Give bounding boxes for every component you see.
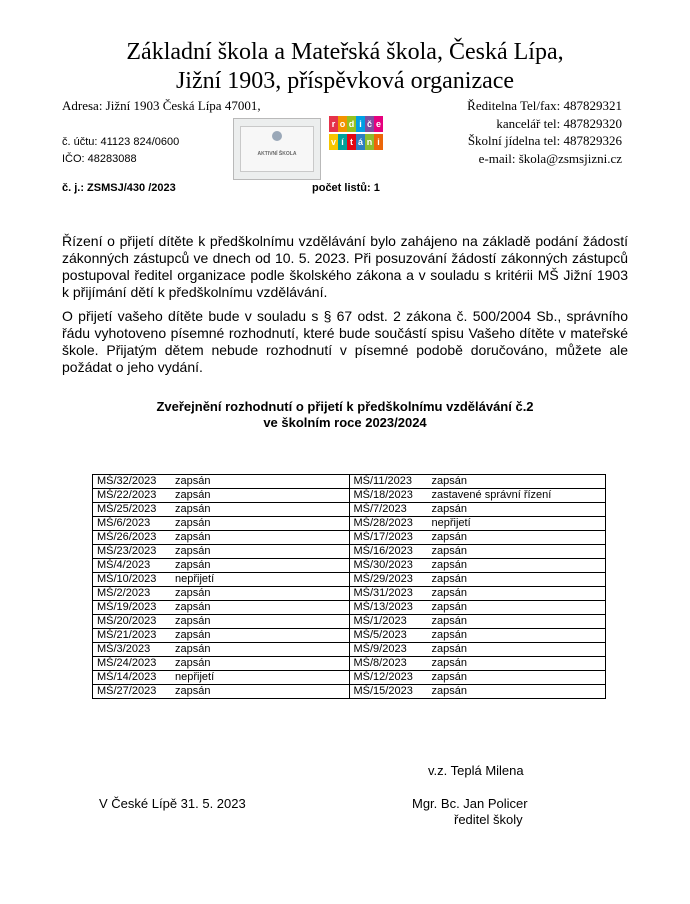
case-number: MŠ/31/2023: [353, 587, 413, 599]
table-cell: [349, 545, 606, 559]
logo-letter-tile: r: [329, 116, 338, 132]
case-number: MŠ/1/2023: [353, 615, 407, 627]
table-cell: [349, 587, 606, 601]
decisions-table: [92, 474, 606, 699]
case-status: zapsán: [431, 643, 467, 655]
contact-email: e-mail: škola@zsmsjizni.cz: [478, 151, 622, 166]
table-cell: [93, 657, 350, 671]
table-row: [93, 559, 606, 573]
case-status: zapsán: [431, 601, 467, 613]
table-row: [93, 629, 606, 643]
case-number: MŠ/11/2023: [353, 475, 413, 487]
table-row: [93, 671, 606, 685]
case-status: nepřijetí: [431, 517, 471, 529]
case-number: MŠ/23/2023: [97, 545, 157, 557]
table-cell: [93, 489, 350, 503]
intro-paragraph: Řízení o přijetí dítěte k předškolnímu vzdělávání bylo zahájeno na základě podání žádostí zákonných zástupců ve dnech od 10. 5. 2023. Při posuzování žádostí zákonných zástupců postupoval ředitel organizace podle školského zákona a v souladu s kritérii MŠ Jižní 1903 k přijímání dětí k předškolnímu vzdělávání.: [62, 233, 628, 300]
case-status: zapsán: [175, 587, 211, 599]
case-status: zapsán: [431, 657, 467, 669]
case-number: MŠ/19/2023: [97, 601, 157, 613]
contact-canteen: Školní jídelna tel: 487829326: [467, 133, 622, 148]
table-cell: [93, 615, 350, 629]
table-cell: [93, 475, 350, 489]
case-status: zapsán: [431, 671, 467, 683]
case-status: zapsán: [175, 489, 211, 501]
case-number: MŠ/15/2023: [353, 685, 413, 697]
director-title: ředitel školy: [454, 812, 523, 827]
school-address: Adresa: Jižní 1903 Česká Lípa 47001,: [62, 98, 261, 113]
logo-letter-tile: t: [347, 134, 356, 150]
case-number: MŠ/18/2023: [353, 489, 413, 501]
school-name-line2: Jižní 1903, příspěvková organizace: [175, 68, 515, 94]
table-cell: [349, 629, 606, 643]
case-status: zapsán: [431, 475, 467, 487]
case-number: MŠ/13/2023: [353, 601, 413, 613]
case-status: nepřijetí: [175, 573, 215, 585]
table-row: [93, 615, 606, 629]
case-status: zapsán: [175, 475, 211, 487]
table-cell: [93, 587, 350, 601]
table-cell: [93, 559, 350, 573]
director-name: Mgr. Bc. Jan Policer: [412, 796, 528, 811]
case-number: MŠ/22/2023: [97, 489, 157, 501]
case-number: MŠ/10/2023: [97, 573, 157, 585]
sheet-count: počet listů: 1: [312, 182, 380, 194]
case-status: zapsán: [175, 615, 211, 627]
case-status: zapsán: [175, 517, 211, 529]
active-school-logo-text: AKTIVNÍ ŠKOLA: [257, 151, 297, 157]
table-cell: [349, 489, 606, 503]
case-status: zapsán: [175, 685, 211, 697]
case-number: MŠ/25/2023: [97, 503, 157, 515]
case-status: zapsán: [175, 545, 211, 557]
table-cell: [93, 517, 350, 531]
case-status: zapsán: [175, 643, 211, 655]
case-number: MŠ/14/2023: [97, 671, 157, 683]
case-number: MŠ/16/2023: [353, 545, 413, 557]
table-cell: [93, 503, 350, 517]
case-status: zapsán: [175, 559, 211, 571]
case-number: MŠ/17/2023: [353, 531, 413, 543]
table-cell: [349, 475, 606, 489]
announcement-subtitle: ve školním roce 2023/2024: [263, 415, 427, 430]
case-number: MŠ/26/2023: [97, 531, 157, 543]
table-cell: [93, 629, 350, 643]
table-row: [93, 475, 606, 489]
logo-letter-tile: o: [338, 116, 347, 132]
bank-account: č. účtu: 41123 824/0600: [62, 136, 180, 148]
case-number: MŠ/12/2023: [353, 671, 413, 683]
table-row: [93, 531, 606, 545]
case-number: MŠ/29/2023: [353, 573, 413, 585]
case-status: zapsán: [175, 629, 211, 641]
logo-letter-tile: á: [356, 134, 365, 150]
case-number: MŠ/5/2023: [353, 629, 407, 641]
case-status: zapsán: [431, 685, 467, 697]
table-row: [93, 489, 606, 503]
table-cell: [93, 601, 350, 615]
case-number: MŠ/3/2023: [97, 643, 151, 655]
table-cell: [349, 657, 606, 671]
case-number: MŠ/20/2023: [97, 615, 157, 627]
case-status: zapsán: [175, 601, 211, 613]
logo-letter-tile: d: [347, 116, 356, 132]
table-cell: [349, 685, 606, 699]
logo-letter-tile: č: [365, 116, 374, 132]
case-number: MŠ/30/2023: [353, 559, 413, 571]
case-status: zapsán: [431, 629, 467, 641]
table-cell: [349, 601, 606, 615]
company-id: IČO: 48283088: [62, 153, 137, 165]
school-name-line1: Základní škola a Mateřská škola, Česká Lípa,: [126, 39, 564, 65]
table-cell: [349, 559, 606, 573]
case-number: MŠ/2/2023: [97, 587, 151, 599]
table-cell: [93, 531, 350, 545]
case-status: nepřijetí: [175, 671, 215, 683]
case-status: zapsán: [431, 615, 467, 627]
case-number: MŠ/27/2023: [97, 685, 157, 697]
table-cell: [349, 517, 606, 531]
table-cell: [349, 615, 606, 629]
table-cell: [349, 531, 606, 545]
table-row: [93, 503, 606, 517]
table-row: [93, 643, 606, 657]
case-status: zapsán: [431, 531, 467, 543]
case-status: zapsán: [175, 531, 211, 543]
signatory-on-behalf: v.z. Teplá Milena: [428, 763, 524, 778]
logo-letter-tile: v: [329, 134, 338, 150]
case-status: zapsán: [431, 503, 467, 515]
case-number: MŠ/24/2023: [97, 657, 157, 669]
table-row: [93, 545, 606, 559]
case-number: MŠ/4/2023: [97, 559, 151, 571]
logo-letter-tile: i: [356, 116, 365, 132]
case-number: MŠ/8/2023: [353, 657, 407, 669]
logo-letter-tile: i: [374, 134, 383, 150]
case-status: zapsán: [431, 573, 467, 585]
table-cell: [93, 643, 350, 657]
case-status: zapsán: [431, 559, 467, 571]
table-row: [93, 657, 606, 671]
active-school-logo: [233, 118, 321, 180]
parents-welcome-logo: [329, 116, 385, 150]
table-row: [93, 685, 606, 699]
case-status: zapsán: [175, 503, 211, 515]
case-number: MŠ/9/2023: [353, 643, 407, 655]
logo-letter-tile: n: [365, 134, 374, 150]
table-cell: [93, 545, 350, 559]
case-number: MŠ/21/2023: [97, 629, 157, 641]
announcement-title: Zveřejnění rozhodnutí o přijetí k předškolnímu vzdělávání č.2: [156, 399, 534, 414]
place-and-date: V České Lípě 31. 5. 2023: [99, 796, 246, 811]
table-row: [93, 573, 606, 587]
case-number: MŠ/7/2023: [353, 503, 407, 515]
table-cell: [93, 671, 350, 685]
contact-office: kancelář tel: 487829320: [496, 116, 622, 131]
table-row: [93, 587, 606, 601]
contact-director: Ředitelna Tel/fax: 487829321: [467, 98, 622, 113]
case-status: zapsán: [431, 545, 467, 557]
table-cell: [93, 685, 350, 699]
case-number: MŠ/32/2023: [97, 475, 157, 487]
table-cell: [93, 573, 350, 587]
case-status: zapsán: [175, 657, 211, 669]
table-cell: [349, 573, 606, 587]
logo-letter-tile: í: [338, 134, 347, 150]
decision-paragraph: O přijetí vašeho dítěte bude v souladu s § 67 odst. 2 zákona č. 500/2004 Sb., správního řádu vyhotoveno písemné rozhodnutí, které bude součástí spisu Vašeho dítěte v mateřské škole. Přijatým dětem nebude rozhodnutí v písemné podobě doručováno, můžete ale požádat o jeho vydání.: [62, 308, 628, 375]
case-status: zastavené správní řízení: [431, 489, 552, 501]
table-cell: [349, 671, 606, 685]
table-row: [93, 517, 606, 531]
case-status: zapsán: [431, 587, 467, 599]
table-cell: [349, 503, 606, 517]
case-number: MŠ/6/2023: [97, 517, 151, 529]
logo-letter-tile: e: [374, 116, 383, 132]
table-row: [93, 601, 606, 615]
reference-number: č. j.: ZSMSJ/430 /2023: [62, 182, 176, 194]
case-number: MŠ/28/2023: [353, 517, 413, 529]
table-cell: [349, 643, 606, 657]
